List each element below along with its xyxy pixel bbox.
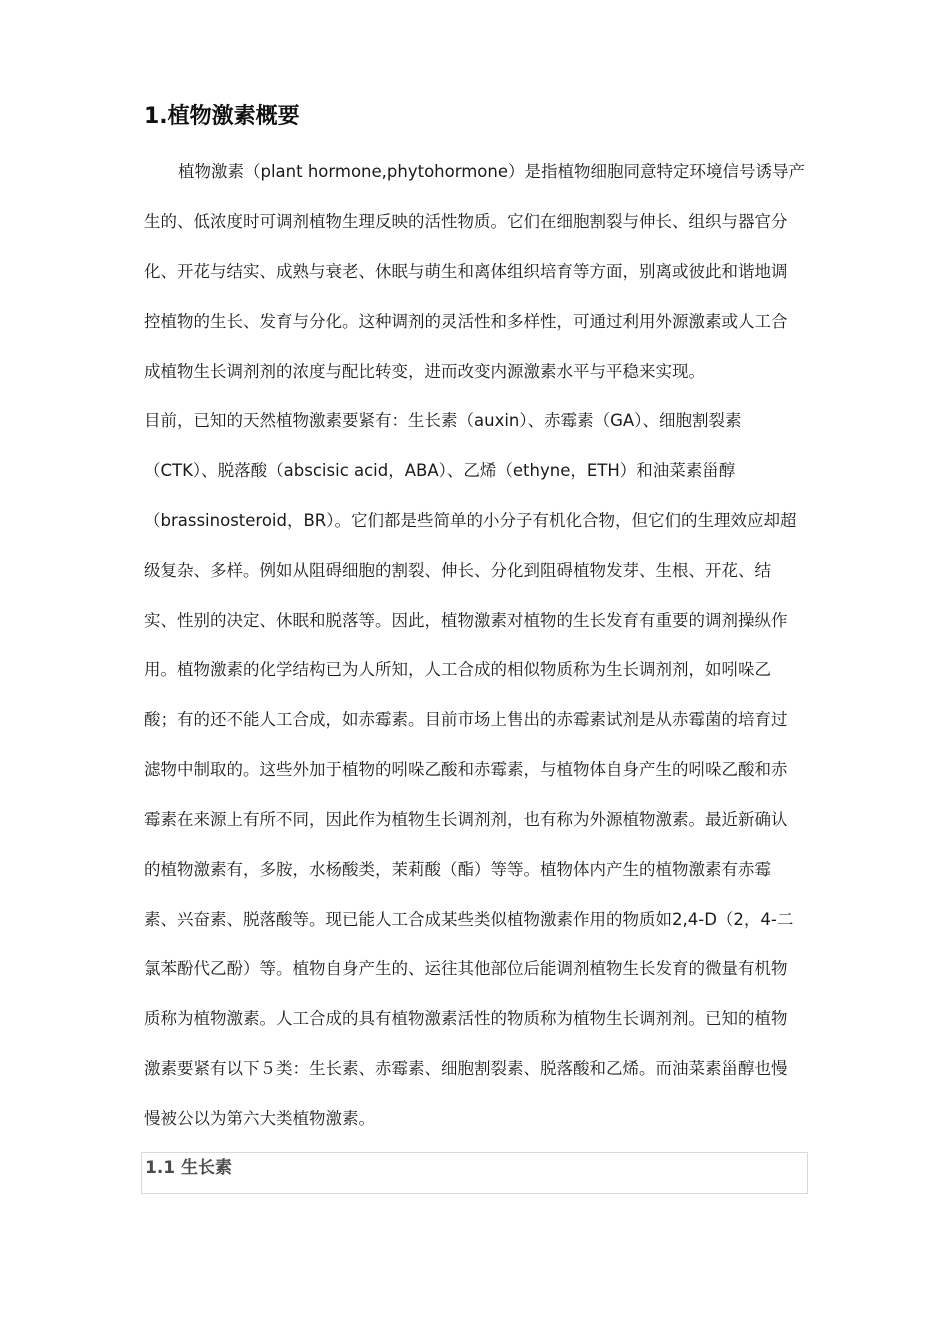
paragraph-line: 用。植物激素的化学结构已为人所知，人工合成的相似物质称为生长调剂剂，如吲哚乙 [144, 660, 771, 679]
paragraph-line: 质称为植物激素。人工合成的具有植物激素活性的物质称为植物生长调剂剂。已知的植物 [144, 1009, 788, 1028]
paragraph-line: 激素要紧有以下５类：生长素、赤霉素、细胞割裂素、脱落酸和乙烯。而油菜素甾醇也慢 [144, 1059, 788, 1078]
paragraph-line: 霉素在来源上有所不同，因此作为植物生长调剂剂，也有称为外源植物激素。最近新确认 [144, 810, 788, 829]
paragraph-line: （brassinosteroid，BR）。它们都是些简单的小分子有机化合物，但它们的生理效应却超 [144, 511, 797, 530]
section-heading: 1.植物激素概要 [144, 104, 300, 129]
paragraph-line: 植物激素（plant hormone,phytohormone）是指植物细胞同意特定环境信号诱导产 [178, 162, 805, 181]
paragraph-line: 的植物激素有，多胺，水杨酸类，茉莉酸（酯）等等。植物体内产生的植物激素有赤霉 [144, 860, 771, 879]
paragraph-line: 慢被公以为第六大类植物激素。 [144, 1109, 375, 1128]
paragraph-line: 目前，已知的天然植物激素要紧有：生长素（auxin）、赤霉素（GA）、细胞割裂素 [144, 411, 742, 430]
paragraph-line: 实、性别的决定、休眠和脱落等。因此，植物激素对植物的生长发育有重要的调剂操纵作 [144, 611, 788, 630]
subsection-heading-box [141, 1152, 808, 1194]
paragraph-line: 级复杂、多样。例如从阻碍细胞的割裂、伸长、分化到阻碍植物发芽、生根、开花、结 [144, 561, 771, 580]
paragraph-line: 酸；有的还不能人工合成，如赤霉素。目前市场上售出的赤霉素试剂是从赤霉菌的培育过 [144, 710, 788, 729]
paragraph-line: 氯苯酚代乙酚）等。植物自身产生的、运往其他部位后能调剂植物生长发育的微量有机物 [144, 959, 788, 978]
paragraph-line: 成植物生长调剂剂的浓度与配比转变，进而改变内源激素水平与平稳来实现。 [144, 362, 705, 381]
paragraph-line: 化、开花与结实、成熟与衰老、休眠与萌生和离体组织培育等方面，别离或彼此和谐地调 [144, 262, 788, 281]
paragraph-line: （CTK）、脱落酸（abscisic acid，ABA）、乙烯（ethyne，ETH）和油菜素甾醇 [144, 461, 736, 480]
paragraph-line: 素、兴奋素、脱落酸等。现已能人工合成某些类似植物激素作用的物质如2,4-D（2，4-二 [144, 910, 794, 929]
subsection-heading: 1.1 生长素 [145, 1158, 233, 1178]
paragraph-line: 滤物中制取的。这些外加于植物的吲哚乙酸和赤霉素，与植物体自身产生的吲哚乙酸和赤 [144, 760, 788, 779]
paragraph-line: 控植物的生长、发育与分化。这种调剂的灵活性和多样性，可通过利用外源激素或人工合 [144, 312, 788, 331]
paragraph-line: 生的、低浓度时可调剂植物生理反映的活性物质。它们在细胞割裂与伸长、组织与器官分 [144, 212, 788, 231]
